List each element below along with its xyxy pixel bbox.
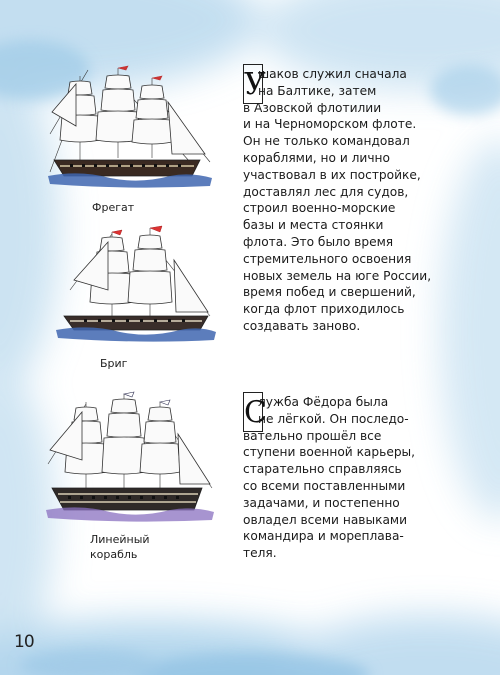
paragraph-line: флота. Это было время <box>243 234 394 249</box>
frigate-illustration <box>40 62 220 192</box>
ship-of-the-line-caption-line: корабль <box>90 548 138 561</box>
paragraph-line: новых земель на юге России, <box>243 268 432 283</box>
paragraph-line: кораблями, но и лично <box>243 150 390 165</box>
paragraph-line: на Балтике, затем <box>258 83 377 98</box>
paragraph-line: когда флот приходилось <box>243 302 405 317</box>
paragraph-line: стремительного освоения <box>243 251 412 266</box>
ship-of-the-line-caption <box>90 532 150 562</box>
paragraph-fyodor-first-lines <box>258 394 409 428</box>
paragraph-line: лужба Фёдора была <box>258 395 389 409</box>
brig-caption: Бриг <box>100 357 128 370</box>
paragraph-ushakov-first-lines <box>258 66 407 100</box>
paragraph-line: Он не только командовал <box>243 134 410 149</box>
paragraph-line: задачами, и постепенно <box>243 495 400 510</box>
paragraph-line: строил военно-морские <box>243 201 396 216</box>
paragraph-line: и на Черноморском флоте. <box>243 117 417 132</box>
paragraph-line: командира и мореплава- <box>243 529 404 544</box>
paragraph-line: создавать заново. <box>243 318 361 333</box>
page-number: 10 <box>14 632 34 652</box>
paragraph-line: овладел всеми навыками <box>243 512 408 527</box>
paragraph-line: в Азовской флотилии <box>243 100 382 115</box>
ship-of-the-line-illustration <box>40 390 220 525</box>
paragraph-line: старательно справляясь <box>243 462 402 477</box>
paragraph-line: доставлял лес для судов, <box>243 184 409 199</box>
drop-cap-letter: С <box>244 395 267 430</box>
paragraph-line: базы и места стоянки <box>243 218 384 233</box>
paragraph-line: со всеми поставленными <box>243 478 406 493</box>
paragraph-ushakov-body <box>243 100 431 335</box>
paragraph-line: вательно прошёл все <box>243 428 382 443</box>
drop-cap-letter: У <box>244 67 266 102</box>
paragraph-line: ступени военной карьеры, <box>243 445 416 460</box>
paragraph-line: теля. <box>243 546 277 561</box>
paragraph-fyodor-body <box>243 428 415 562</box>
frigate-caption: Фрегат <box>92 201 135 214</box>
paragraph-line: время побед и свершений, <box>243 285 416 300</box>
paragraph-line: не лёгкой. Он последо- <box>258 411 409 426</box>
paragraph-line: участвовал в их постройке, <box>243 167 421 182</box>
brig-illustration <box>50 220 220 345</box>
ship-of-the-line-caption-line: Линейный <box>90 533 150 546</box>
paragraph-line: шаков служил сначала <box>258 67 407 81</box>
